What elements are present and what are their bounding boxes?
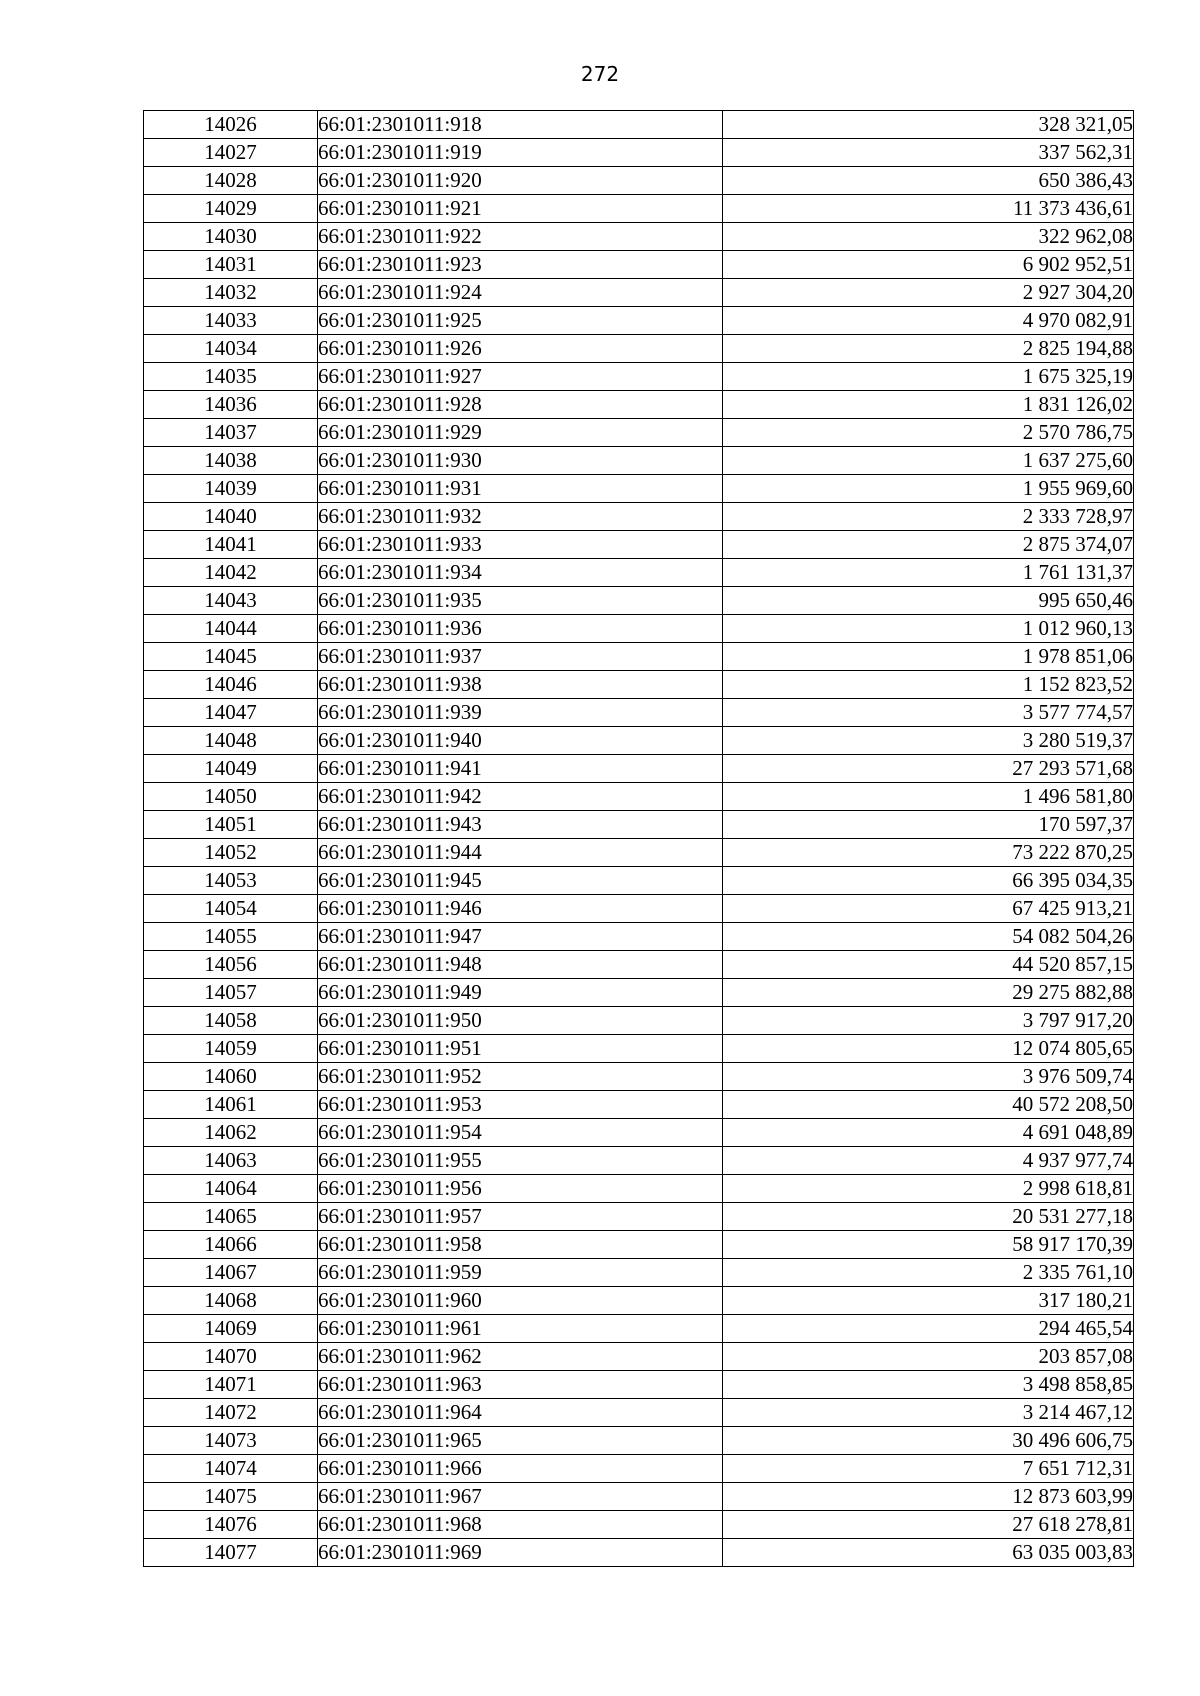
row-number-cell: 14031 bbox=[144, 251, 318, 279]
cadastral-number-cell: 66:01:2301011:942 bbox=[318, 783, 723, 811]
cadastral-number-cell: 66:01:2301011:924 bbox=[318, 279, 723, 307]
cadastral-value-cell: 27 618 278,81 bbox=[723, 1511, 1134, 1539]
cadastral-number-cell: 66:01:2301011:921 bbox=[318, 195, 723, 223]
row-number-cell: 14071 bbox=[144, 1371, 318, 1399]
cadastral-value-cell: 6 902 952,51 bbox=[723, 251, 1134, 279]
cadastral-number-cell: 66:01:2301011:960 bbox=[318, 1287, 723, 1315]
cadastral-value-cell: 29 275 882,88 bbox=[723, 979, 1134, 1007]
cadastral-number-cell: 66:01:2301011:947 bbox=[318, 923, 723, 951]
cadastral-number-cell: 66:01:2301011:943 bbox=[318, 811, 723, 839]
table-row bbox=[144, 587, 1134, 615]
row-number-cell: 14053 bbox=[144, 867, 318, 895]
cadastral-number-cell: 66:01:2301011:929 bbox=[318, 419, 723, 447]
cadastral-number-cell: 66:01:2301011:950 bbox=[318, 1007, 723, 1035]
row-number-cell: 14041 bbox=[144, 531, 318, 559]
row-number-cell: 14035 bbox=[144, 363, 318, 391]
row-number-cell: 14030 bbox=[144, 223, 318, 251]
cadastral-number-cell: 66:01:2301011:944 bbox=[318, 839, 723, 867]
cadastral-number-cell: 66:01:2301011:918 bbox=[318, 111, 723, 139]
cadastral-value-cell: 1 675 325,19 bbox=[723, 363, 1134, 391]
table-row bbox=[144, 391, 1134, 419]
table-row bbox=[144, 475, 1134, 503]
page-number: 272 bbox=[580, 62, 620, 86]
cadastral-number-cell: 66:01:2301011:966 bbox=[318, 1455, 723, 1483]
cadastral-value-cell: 58 917 170,39 bbox=[723, 1231, 1134, 1259]
cadastral-number-cell: 66:01:2301011:919 bbox=[318, 139, 723, 167]
cadastral-number-cell: 66:01:2301011:956 bbox=[318, 1175, 723, 1203]
cadastral-number-cell: 66:01:2301011:969 bbox=[318, 1539, 723, 1567]
row-number-cell: 14072 bbox=[144, 1399, 318, 1427]
cadastral-number-cell: 66:01:2301011:953 bbox=[318, 1091, 723, 1119]
row-number-cell: 14036 bbox=[144, 391, 318, 419]
cadastral-value-cell: 203 857,08 bbox=[723, 1343, 1134, 1371]
row-number-cell: 14049 bbox=[144, 755, 318, 783]
row-number-cell: 14054 bbox=[144, 895, 318, 923]
table-row bbox=[144, 363, 1134, 391]
table-row bbox=[144, 503, 1134, 531]
row-number-cell: 14077 bbox=[144, 1539, 318, 1567]
row-number-cell: 14059 bbox=[144, 1035, 318, 1063]
table-row bbox=[144, 419, 1134, 447]
cadastral-value-cell: 7 651 712,31 bbox=[723, 1455, 1134, 1483]
table-row bbox=[144, 167, 1134, 195]
table-row bbox=[144, 1007, 1134, 1035]
row-number-cell: 14073 bbox=[144, 1427, 318, 1455]
cadastral-number-cell: 66:01:2301011:952 bbox=[318, 1063, 723, 1091]
row-number-cell: 14060 bbox=[144, 1063, 318, 1091]
cadastral-number-cell: 66:01:2301011:948 bbox=[318, 951, 723, 979]
cadastral-value-cell: 322 962,08 bbox=[723, 223, 1134, 251]
table-row bbox=[144, 139, 1134, 167]
cadastral-value-cell: 2 825 194,88 bbox=[723, 335, 1134, 363]
cadastral-value-cell: 27 293 571,68 bbox=[723, 755, 1134, 783]
table-row bbox=[144, 923, 1134, 951]
cadastral-number-cell: 66:01:2301011:934 bbox=[318, 559, 723, 587]
cadastral-value-cell: 337 562,31 bbox=[723, 139, 1134, 167]
table-row bbox=[144, 251, 1134, 279]
cadastral-value-cell: 11 373 436,61 bbox=[723, 195, 1134, 223]
cadastral-number-cell: 66:01:2301011:925 bbox=[318, 307, 723, 335]
table-row bbox=[144, 1259, 1134, 1287]
cadastral-number-cell: 66:01:2301011:958 bbox=[318, 1231, 723, 1259]
cadastral-number-cell: 66:01:2301011:933 bbox=[318, 531, 723, 559]
cadastral-number-cell: 66:01:2301011:955 bbox=[318, 1147, 723, 1175]
table-row bbox=[144, 1343, 1134, 1371]
table-row bbox=[144, 1203, 1134, 1231]
table-row bbox=[144, 1427, 1134, 1455]
table-row bbox=[144, 1315, 1134, 1343]
row-number-cell: 14028 bbox=[144, 167, 318, 195]
cadastral-number-cell: 66:01:2301011:939 bbox=[318, 699, 723, 727]
cadastral-value-cell: 4 937 977,74 bbox=[723, 1147, 1134, 1175]
table-row bbox=[144, 1063, 1134, 1091]
table-row bbox=[144, 671, 1134, 699]
cadastral-value-cell: 170 597,37 bbox=[723, 811, 1134, 839]
cadastral-number-cell: 66:01:2301011:935 bbox=[318, 587, 723, 615]
row-number-cell: 14026 bbox=[144, 111, 318, 139]
cadastral-number-cell: 66:01:2301011:954 bbox=[318, 1119, 723, 1147]
cadastral-number-cell: 66:01:2301011:937 bbox=[318, 643, 723, 671]
cadastral-number-cell: 66:01:2301011:940 bbox=[318, 727, 723, 755]
cadastral-value-cell: 30 496 606,75 bbox=[723, 1427, 1134, 1455]
cadastral-value-cell: 3 280 519,37 bbox=[723, 727, 1134, 755]
table-row bbox=[144, 867, 1134, 895]
cadastral-value-cell: 44 520 857,15 bbox=[723, 951, 1134, 979]
table-row bbox=[144, 811, 1134, 839]
row-number-cell: 14063 bbox=[144, 1147, 318, 1175]
cadastral-number-cell: 66:01:2301011:957 bbox=[318, 1203, 723, 1231]
row-number-cell: 14037 bbox=[144, 419, 318, 447]
cadastral-number-cell: 66:01:2301011:931 bbox=[318, 475, 723, 503]
row-number-cell: 14040 bbox=[144, 503, 318, 531]
row-number-cell: 14027 bbox=[144, 139, 318, 167]
row-number-cell: 14051 bbox=[144, 811, 318, 839]
row-number-cell: 14069 bbox=[144, 1315, 318, 1343]
table-row bbox=[144, 839, 1134, 867]
cadastral-value-cell: 317 180,21 bbox=[723, 1287, 1134, 1315]
row-number-cell: 14043 bbox=[144, 587, 318, 615]
table-row bbox=[144, 559, 1134, 587]
table-row bbox=[144, 895, 1134, 923]
table-row bbox=[144, 195, 1134, 223]
row-number-cell: 14066 bbox=[144, 1231, 318, 1259]
table-row bbox=[144, 951, 1134, 979]
cadastral-number-cell: 66:01:2301011:968 bbox=[318, 1511, 723, 1539]
cadastral-value-cell: 294 465,54 bbox=[723, 1315, 1134, 1343]
cadastral-number-cell: 66:01:2301011:964 bbox=[318, 1399, 723, 1427]
row-number-cell: 14042 bbox=[144, 559, 318, 587]
row-number-cell: 14064 bbox=[144, 1175, 318, 1203]
cadastral-value-cell: 73 222 870,25 bbox=[723, 839, 1134, 867]
cadastral-number-cell: 66:01:2301011:930 bbox=[318, 447, 723, 475]
table-row bbox=[144, 1287, 1134, 1315]
row-number-cell: 14076 bbox=[144, 1511, 318, 1539]
cadastral-number-cell: 66:01:2301011:928 bbox=[318, 391, 723, 419]
cadastral-number-cell: 66:01:2301011:922 bbox=[318, 223, 723, 251]
table-row bbox=[144, 447, 1134, 475]
cadastral-number-cell: 66:01:2301011:949 bbox=[318, 979, 723, 1007]
table-row bbox=[144, 335, 1134, 363]
table-row bbox=[144, 727, 1134, 755]
table-body bbox=[144, 111, 1134, 1567]
table-row bbox=[144, 223, 1134, 251]
cadastral-value-cell: 63 035 003,83 bbox=[723, 1539, 1134, 1567]
cadastral-number-cell: 66:01:2301011:926 bbox=[318, 335, 723, 363]
row-number-cell: 14065 bbox=[144, 1203, 318, 1231]
cadastral-value-cell: 650 386,43 bbox=[723, 167, 1134, 195]
row-number-cell: 14067 bbox=[144, 1259, 318, 1287]
cadastral-value-cell: 54 082 504,26 bbox=[723, 923, 1134, 951]
table-row bbox=[144, 615, 1134, 643]
cadastral-value-cell: 2 570 786,75 bbox=[723, 419, 1134, 447]
cadastral-value-cell: 3 797 917,20 bbox=[723, 1007, 1134, 1035]
cadastral-number-cell: 66:01:2301011:920 bbox=[318, 167, 723, 195]
row-number-cell: 14055 bbox=[144, 923, 318, 951]
cadastral-value-cell: 2 875 374,07 bbox=[723, 531, 1134, 559]
table-row bbox=[144, 279, 1134, 307]
row-number-cell: 14045 bbox=[144, 643, 318, 671]
cadastral-number-cell: 66:01:2301011:936 bbox=[318, 615, 723, 643]
cadastral-number-cell: 66:01:2301011:965 bbox=[318, 1427, 723, 1455]
row-number-cell: 14062 bbox=[144, 1119, 318, 1147]
cadastral-number-cell: 66:01:2301011:962 bbox=[318, 1343, 723, 1371]
cadastral-value-cell: 20 531 277,18 bbox=[723, 1203, 1134, 1231]
table-row bbox=[144, 755, 1134, 783]
table-row bbox=[144, 1231, 1134, 1259]
cadastral-number-cell: 66:01:2301011:967 bbox=[318, 1483, 723, 1511]
row-number-cell: 14046 bbox=[144, 671, 318, 699]
row-number-cell: 14033 bbox=[144, 307, 318, 335]
cadastral-value-cell: 3 577 774,57 bbox=[723, 699, 1134, 727]
table-row bbox=[144, 979, 1134, 1007]
cadastral-number-cell: 66:01:2301011:959 bbox=[318, 1259, 723, 1287]
cadastral-value-cell: 4 970 082,91 bbox=[723, 307, 1134, 335]
cadastral-number-cell: 66:01:2301011:938 bbox=[318, 671, 723, 699]
row-number-cell: 14048 bbox=[144, 727, 318, 755]
table-row bbox=[144, 1175, 1134, 1203]
cadastral-value-cell: 1 152 823,52 bbox=[723, 671, 1134, 699]
cadastral-value-cell: 1 978 851,06 bbox=[723, 643, 1134, 671]
table-row bbox=[144, 1511, 1134, 1539]
cadastral-value-cell: 2 998 618,81 bbox=[723, 1175, 1134, 1203]
row-number-cell: 14029 bbox=[144, 195, 318, 223]
row-number-cell: 14068 bbox=[144, 1287, 318, 1315]
cadastral-value-cell: 2 927 304,20 bbox=[723, 279, 1134, 307]
cadastral-value-cell: 1 637 275,60 bbox=[723, 447, 1134, 475]
cadastral-value-table bbox=[143, 110, 1134, 1567]
cadastral-value-cell: 2 333 728,97 bbox=[723, 503, 1134, 531]
table-row bbox=[144, 1539, 1134, 1567]
cadastral-value-cell: 1 012 960,13 bbox=[723, 615, 1134, 643]
cadastral-number-cell: 66:01:2301011:941 bbox=[318, 755, 723, 783]
cadastral-value-cell: 3 498 858,85 bbox=[723, 1371, 1134, 1399]
table-row bbox=[144, 699, 1134, 727]
row-number-cell: 14070 bbox=[144, 1343, 318, 1371]
cadastral-value-cell: 4 691 048,89 bbox=[723, 1119, 1134, 1147]
table-row bbox=[144, 1483, 1134, 1511]
cadastral-value-cell: 1 955 969,60 bbox=[723, 475, 1134, 503]
row-number-cell: 14032 bbox=[144, 279, 318, 307]
table-row bbox=[144, 1091, 1134, 1119]
row-number-cell: 14061 bbox=[144, 1091, 318, 1119]
cadastral-number-cell: 66:01:2301011:923 bbox=[318, 251, 723, 279]
table-row bbox=[144, 531, 1134, 559]
cadastral-value-cell: 67 425 913,21 bbox=[723, 895, 1134, 923]
table-row bbox=[144, 1399, 1134, 1427]
row-number-cell: 14044 bbox=[144, 615, 318, 643]
table-row bbox=[144, 1035, 1134, 1063]
cadastral-value-cell: 995 650,46 bbox=[723, 587, 1134, 615]
table-row bbox=[144, 1119, 1134, 1147]
table-row bbox=[144, 1147, 1134, 1175]
table-row bbox=[144, 643, 1134, 671]
cadastral-value-cell: 1 831 126,02 bbox=[723, 391, 1134, 419]
table-row bbox=[144, 307, 1134, 335]
cadastral-value-cell: 1 496 581,80 bbox=[723, 783, 1134, 811]
cadastral-number-cell: 66:01:2301011:946 bbox=[318, 895, 723, 923]
row-number-cell: 14050 bbox=[144, 783, 318, 811]
table-row bbox=[144, 111, 1134, 139]
cadastral-value-cell: 2 335 761,10 bbox=[723, 1259, 1134, 1287]
row-number-cell: 14034 bbox=[144, 335, 318, 363]
cadastral-value-cell: 1 761 131,37 bbox=[723, 559, 1134, 587]
row-number-cell: 14057 bbox=[144, 979, 318, 1007]
cadastral-number-cell: 66:01:2301011:932 bbox=[318, 503, 723, 531]
cadastral-value-cell: 12 873 603,99 bbox=[723, 1483, 1134, 1511]
cadastral-value-cell: 66 395 034,35 bbox=[723, 867, 1134, 895]
cadastral-number-cell: 66:01:2301011:945 bbox=[318, 867, 723, 895]
row-number-cell: 14047 bbox=[144, 699, 318, 727]
cadastral-value-cell: 40 572 208,50 bbox=[723, 1091, 1134, 1119]
cadastral-value-cell: 3 976 509,74 bbox=[723, 1063, 1134, 1091]
table-row bbox=[144, 1455, 1134, 1483]
cadastral-number-cell: 66:01:2301011:927 bbox=[318, 363, 723, 391]
cadastral-number-cell: 66:01:2301011:963 bbox=[318, 1371, 723, 1399]
row-number-cell: 14039 bbox=[144, 475, 318, 503]
cadastral-value-cell: 328 321,05 bbox=[723, 111, 1134, 139]
table-row bbox=[144, 783, 1134, 811]
row-number-cell: 14074 bbox=[144, 1455, 318, 1483]
table-row bbox=[144, 1371, 1134, 1399]
row-number-cell: 14038 bbox=[144, 447, 318, 475]
cadastral-number-cell: 66:01:2301011:961 bbox=[318, 1315, 723, 1343]
cadastral-number-cell: 66:01:2301011:951 bbox=[318, 1035, 723, 1063]
row-number-cell: 14058 bbox=[144, 1007, 318, 1035]
row-number-cell: 14075 bbox=[144, 1483, 318, 1511]
row-number-cell: 14052 bbox=[144, 839, 318, 867]
cadastral-value-cell: 3 214 467,12 bbox=[723, 1399, 1134, 1427]
row-number-cell: 14056 bbox=[144, 951, 318, 979]
cadastral-value-cell: 12 074 805,65 bbox=[723, 1035, 1134, 1063]
